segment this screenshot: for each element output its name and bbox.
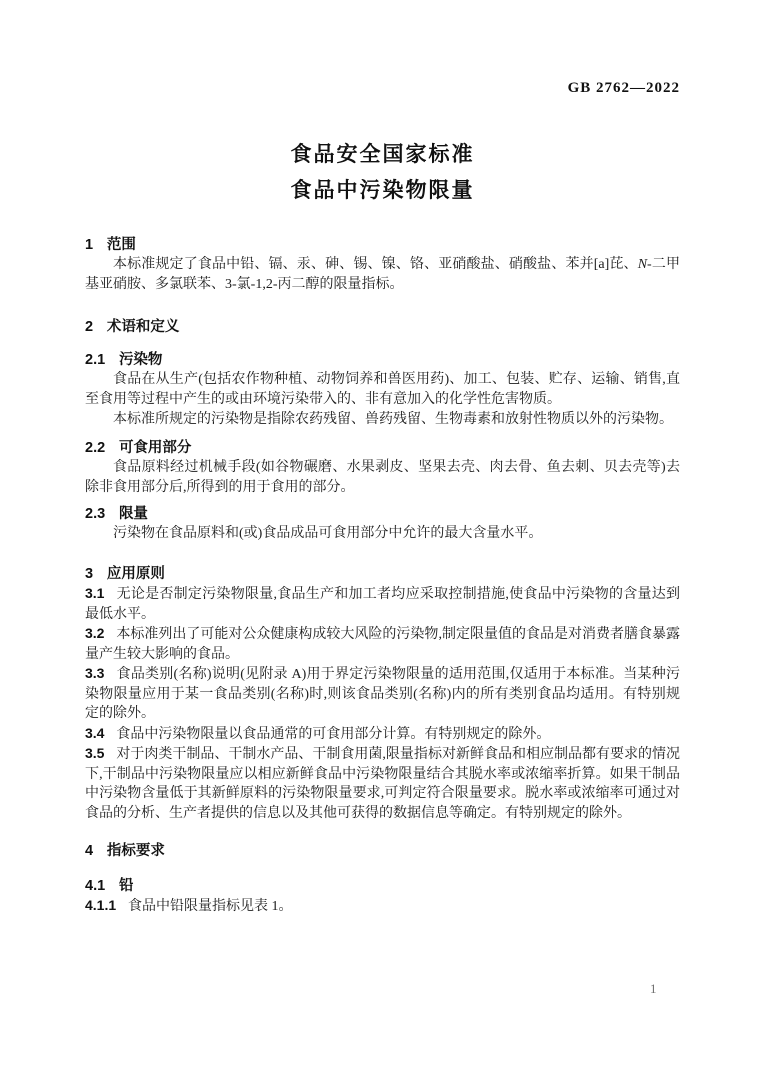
- clause-3-5-text: 对于肉类干制品、干制水产品、干制食用菌,限量指标对新鲜食品和相应制品都有要求的情况下,干制品中污染物限量应以相应新鲜食品中污染物限量结合其脱水率或浓缩率折算。如果干制品中污染物含量低于其新鲜原料的污染物限量要求,可判定符合限量要求。脱水率或浓缩率可通过对食品的分析、生产者提供的信息以及其他可获得的数据信息等确定。有特别规定的除外。: [85, 747, 680, 821]
- section-4-1-heading: [85, 876, 680, 896]
- document-title-line1: 食品安全国家标准: [290, 143, 475, 166]
- clause-3-2: [85, 624, 680, 664]
- clause-3-1-number: 3.1: [85, 585, 105, 601]
- section-4-number: 4: [85, 843, 94, 859]
- section-2-3-title: 限量: [118, 506, 148, 522]
- section-2-1-title: 污染物: [118, 352, 163, 368]
- clause-3-3-number: 3.3: [85, 665, 105, 681]
- scope-text-lead: 本标准规定了食品中铅、镉、汞、砷、锡、镍、铬、亚硝酸盐、硝酸盐、苯并[a]芘、: [113, 257, 638, 272]
- clause-3-4-number: 3.4: [85, 724, 105, 741]
- scope-text-italic-n: N: [637, 257, 648, 272]
- clause-3-4-text: 食品中污染物限量以食品通常的可食用部分计算。有特别规定的除外。: [116, 726, 551, 742]
- scope-paragraph: [85, 255, 680, 295]
- contaminant-scope-paragraph: 本标准所规定的污染物是指除农药残留、兽药残留、生物毒素和放射性物质以外的污染物。: [113, 412, 673, 427]
- section-2-3-number: 2.3: [85, 506, 106, 522]
- clause-3-4: [85, 724, 680, 745]
- document-title-line2: 食品中污染物限量: [290, 179, 475, 202]
- section-1-number: 1: [85, 237, 94, 253]
- section-3-heading: [85, 564, 680, 584]
- section-2-2-heading: [85, 438, 680, 458]
- page-number: 1: [650, 981, 657, 996]
- section-2-number: 2: [85, 319, 94, 335]
- scope-text-tail: -二甲基亚硝胺、多氯联苯、3-氯-1,2-丙二醇的限量指标。: [85, 257, 680, 292]
- clause-4-1-1-text: 食品中铅限量指标见表 1。: [128, 899, 293, 914]
- section-4-1-number: 4.1: [85, 878, 106, 894]
- clause-3-5-number: 3.5: [85, 745, 105, 761]
- clause-4-1-1-number: 4.1.1: [85, 897, 117, 913]
- section-2-1-number: 2.1: [85, 352, 106, 368]
- clause-3-1: [85, 584, 680, 624]
- edible-part-definition-paragraph: 食品原料经过机械手段(如谷物碾磨、水果剥皮、坚果去壳、肉去骨、鱼去刺、贝去壳等)去除非食用部分后,所得到的用于食用的部分。: [85, 460, 680, 495]
- clause-3-3-text: 食品类别(名称)说明(见附录 A)用于界定污染物限量的适用范围,仅适用于本标准。当某种污染物限量应用于某一食品类别(名称)时,则该食品类别(名称)内的所有类别食品均适用。有特别规定的除外。: [85, 667, 680, 721]
- section-3-title: 应用原则: [106, 566, 165, 582]
- section-2-heading: [85, 317, 680, 337]
- clause-4-1-1: [85, 896, 680, 917]
- section-2-title: 术语和定义: [106, 319, 180, 335]
- section-2-1-heading: [85, 350, 680, 370]
- clause-3-2-text: 本标准列出了可能对公众健康构成较大风险的污染物,制定限量值的食品是对消费者膳食暴露量产生较大影响的食品。: [85, 627, 680, 662]
- maximum-level-definition-paragraph: 污染物在食品原料和(或)食品成品可食用部分中允许的最大含量水平。: [113, 526, 543, 541]
- section-1-heading: [85, 235, 680, 255]
- section-4-title: 指标要求: [106, 843, 165, 859]
- contaminant-definition-paragraph: 食品在从生产(包括农作物种植、动物饲养和兽医用药)、加工、包装、贮存、运输、销售,直至食用等过程中产生的或由环境污染带入的、非有意加入的化学性危害物质。: [85, 372, 680, 407]
- clause-3-3: [85, 664, 680, 724]
- clause-3-1-text: 无论是否制定污染物限量,食品生产和加工者均应采取控制措施,使食品中污染物的含量达到最低水平。: [85, 587, 680, 622]
- standard-number: GB 2762—2022: [567, 80, 680, 96]
- section-1-title: 范围: [106, 237, 136, 253]
- section-4-heading: [85, 841, 680, 861]
- section-2-3-heading: [85, 504, 680, 524]
- section-2-2-title: 可食用部分: [118, 440, 192, 456]
- section-2-2-number: 2.2: [85, 440, 106, 456]
- section-4-1-title: 铅: [118, 878, 134, 894]
- clause-3-2-number: 3.2: [85, 625, 105, 641]
- section-3-number: 3: [85, 566, 94, 582]
- clause-3-5: [85, 744, 680, 823]
